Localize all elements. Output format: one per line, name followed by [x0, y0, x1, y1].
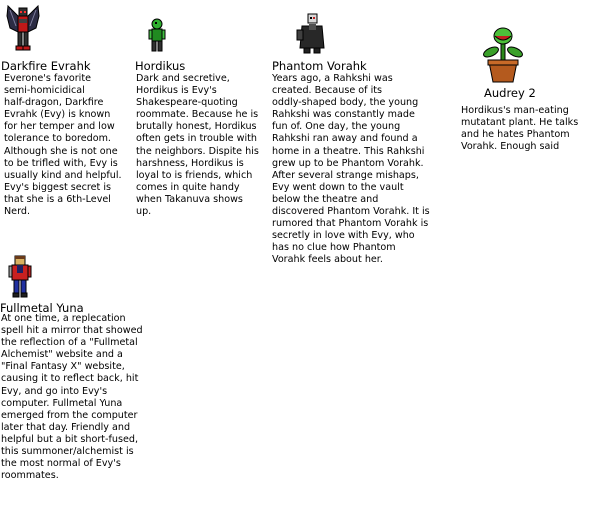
alchemist-sprite-icon: [8, 255, 32, 299]
character-card-audrey-2: [455, 0, 605, 170]
character-card-phantom-vorahk: [268, 0, 438, 300]
character-bio: Everone's favorite semi-homicidical half-dragon, Darkfire Evrahk (Evy) is known for her temper and low tolerance to boredom. Although she is not one to be trifled with, Evy is usually kind and helpful. Evy's biggest secret is that she is a 6th-Level Nerd.: [4, 73, 122, 218]
character-bio: Hordikus's man-eating mutatant plant. He talks and he hates Phantom Vorahk. Enough said: [461, 105, 579, 153]
character-bio: Dark and secretive, Hordikus is Evy's Shakespeare-quoting roommate. Because he is brutally honest, Hordikus often gets in trouble with the neighbors. Dispite his harshness, Hordikus is loyal to is friends, which comes in quite handy when Takanuva shows up.: [136, 73, 259, 218]
green-creature-sprite-icon: [147, 18, 167, 54]
character-bio: Years ago, a Rahkshi was created. Because of its oddly-shaped body, the young Rahkshi was constantly made fun of. One day, the young Rahkshi ran away and found a home in a theatre. This Rahkshi grew up to be Phantom Vorahk. After several strange mishaps, Evy went down to the vault below the theatre and discovered Phantom Vorahk. It is rumored that Phantom Vorahk is secretly in love with Evy, who has no clue how Phantom Vorahk feels about her.: [272, 73, 430, 266]
dragon-sprite-icon: [6, 2, 40, 54]
character-bio: At one time, a replecation spell hit a mirror that showed the reflection of a "Fullmetal Alchemist" website and a "Final Fantasy X" website, causing it to reflect back, hit Evy, and go into Evy's computer. Fullmetal Yuna emerged from the computer later that day. Friendly and helpful but a bit short-fused, this summoner/alchemist is the most normal of Evy's roommates.: [1, 313, 143, 482]
character-name: Phantom Vorahk: [272, 59, 367, 73]
potted-plant-sprite-icon: [483, 26, 523, 84]
character-name: Hordikus: [135, 59, 186, 73]
character-name: Audrey 2: [484, 86, 536, 100]
character-name: Fullmetal Yuna: [0, 301, 84, 315]
character-card-hordikus: [131, 0, 266, 250]
character-card-fullmetal-yuna: [0, 255, 150, 525]
character-card-darkfire-evrahk: [0, 0, 130, 260]
character-name: Darkfire Evrahk: [1, 59, 91, 73]
phantom-sprite-icon: [296, 12, 328, 54]
